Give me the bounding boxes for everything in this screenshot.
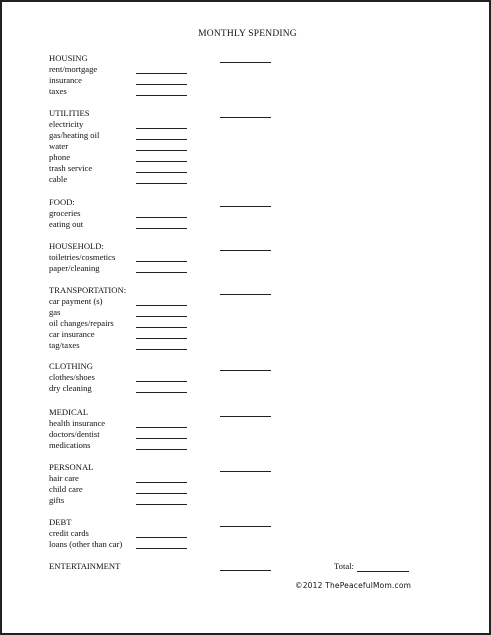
line-item-label: phone bbox=[49, 152, 71, 162]
line-item-label: medications bbox=[49, 440, 91, 450]
line-item-label: tag/taxes bbox=[49, 340, 80, 350]
line-item-label: toiletries/cosmetics bbox=[49, 252, 116, 262]
section-heading: PERSONAL bbox=[49, 462, 94, 472]
line-item-label: loans (other than car) bbox=[49, 539, 123, 549]
line-item-label: gifts bbox=[49, 495, 65, 505]
line-item-label: rent/mortgage bbox=[49, 64, 98, 74]
line-item-label: taxes bbox=[49, 86, 67, 96]
line-item-blank-line bbox=[136, 338, 187, 339]
section-total-line bbox=[220, 117, 271, 118]
section-total-line bbox=[220, 370, 271, 371]
section-total-line bbox=[220, 294, 271, 295]
line-item-blank-line bbox=[136, 316, 187, 317]
line-item-blank-line bbox=[136, 392, 187, 393]
line-item-blank-line bbox=[136, 95, 187, 96]
line-item-label: electricity bbox=[49, 119, 84, 129]
line-item-label: gas bbox=[49, 307, 61, 317]
line-item-label: clothes/shoes bbox=[49, 372, 95, 382]
section-total-line bbox=[220, 250, 271, 251]
line-item-blank-line bbox=[136, 228, 187, 229]
total-blank-line bbox=[357, 571, 409, 572]
line-item-blank-line bbox=[136, 349, 187, 350]
line-item-blank-line bbox=[136, 427, 187, 428]
section-total-line bbox=[220, 416, 271, 417]
line-item-label: cable bbox=[49, 174, 68, 184]
section-total-line bbox=[220, 62, 271, 63]
line-item-blank-line bbox=[136, 493, 187, 494]
line-item-blank-line bbox=[136, 548, 187, 549]
line-item-label: car insurance bbox=[49, 329, 95, 339]
line-item-blank-line bbox=[136, 84, 187, 85]
line-item-blank-line bbox=[136, 217, 187, 218]
line-item-blank-line bbox=[136, 381, 187, 382]
section-heading: MEDICAL bbox=[49, 407, 89, 417]
section-total-line bbox=[220, 471, 271, 472]
section-total-line bbox=[220, 570, 271, 571]
line-item-label: credit cards bbox=[49, 528, 89, 538]
line-item-label: gas/heating oil bbox=[49, 130, 100, 140]
line-item-blank-line bbox=[136, 139, 187, 140]
line-item-blank-line bbox=[136, 504, 187, 505]
line-item-blank-line bbox=[136, 261, 187, 262]
line-item-label: paper/cleaning bbox=[49, 263, 100, 273]
line-item-blank-line bbox=[136, 449, 187, 450]
total-label: Total: bbox=[334, 561, 354, 571]
section-heading: CLOTHING bbox=[49, 361, 93, 371]
line-item-label: doctors/dentist bbox=[49, 429, 100, 439]
line-item-label: child care bbox=[49, 484, 83, 494]
line-item-blank-line bbox=[136, 73, 187, 74]
line-item-blank-line bbox=[136, 438, 187, 439]
line-item-label: groceries bbox=[49, 208, 81, 218]
line-item-label: car payment (s) bbox=[49, 296, 103, 306]
line-item-blank-line bbox=[136, 305, 187, 306]
line-item-label: eating out bbox=[49, 219, 84, 229]
line-item-blank-line bbox=[136, 161, 187, 162]
line-item-label: trash service bbox=[49, 163, 93, 173]
line-item-blank-line bbox=[136, 327, 187, 328]
line-item-blank-line bbox=[136, 150, 187, 151]
line-item-blank-line bbox=[136, 482, 187, 483]
section-total-line bbox=[220, 206, 271, 207]
section-heading: FOOD: bbox=[49, 197, 75, 207]
line-item-blank-line bbox=[136, 537, 187, 538]
section-heading: ENTERTAINMENT bbox=[49, 561, 121, 571]
line-item-blank-line bbox=[136, 183, 187, 184]
section-heading: DEBT bbox=[49, 517, 72, 527]
section-heading: UTILITIES bbox=[49, 108, 90, 118]
line-item-label: hair care bbox=[49, 473, 79, 483]
line-item-label: oil changes/repairs bbox=[49, 318, 114, 328]
line-item-blank-line bbox=[136, 272, 187, 273]
section-heading: HOUSEHOLD: bbox=[49, 241, 104, 251]
line-item-label: water bbox=[49, 141, 69, 151]
line-item-blank-line bbox=[136, 128, 187, 129]
line-item-label: dry cleaning bbox=[49, 383, 92, 393]
section-total-line bbox=[220, 526, 271, 527]
section-heading: TRANSPORTATION: bbox=[49, 285, 127, 295]
section-heading: HOUSING bbox=[49, 53, 88, 63]
page-title: MONTHLY SPENDING bbox=[198, 29, 297, 39]
line-item-blank-line bbox=[136, 172, 187, 173]
line-item-label: health insurance bbox=[49, 418, 106, 428]
copyright-text: ©2012 ThePeacefulMom.com bbox=[295, 581, 412, 590]
line-item-label: insurance bbox=[49, 75, 82, 85]
